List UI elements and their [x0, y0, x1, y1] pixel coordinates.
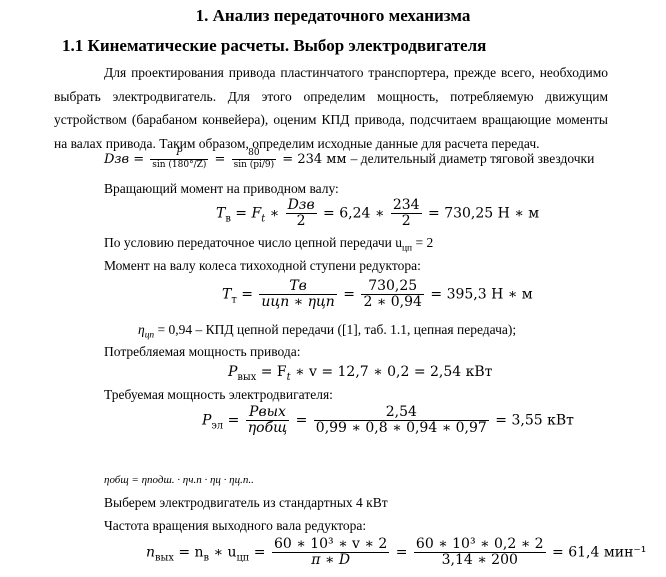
intro-text: Для проектирования привода пластинчатого транспортера, прежде всего, необходимо выбрать электродвигатель. Для этого определим мощность, потребляемую движущим устройством (барабаном конвейера), оценим КПД привода, подсчитаем вращающие моменты на валах привода. Таким образом, определим исходные данные для расчета передач.	[54, 65, 608, 151]
numerator: 730,25	[361, 279, 424, 295]
eta-chain-note	[138, 322, 516, 341]
formula-output-torque: $T_т$ = $\frac{Tв}{\text{uцп ∗ ηцп}}$ = $\frac{730,25}{2 ∗ 0,94}$ = 395,3 Н ∗ м	[222, 278, 533, 310]
numerator: P	[150, 148, 208, 160]
intro-paragraph	[54, 61, 608, 155]
denominator: 2	[296, 213, 306, 229]
subscript: эл	[211, 420, 224, 432]
subscript: т	[231, 294, 237, 306]
gear-ratio-text: По условию передаточное число цепной передачи u	[104, 235, 402, 250]
heading-section-1: 1. Анализ передаточного механизма	[195, 6, 471, 25]
fraction	[150, 148, 208, 171]
fraction	[286, 198, 317, 229]
heading-subsection-1-1: 1.1 Кинематические расчеты. Выбор электродвигателя	[62, 36, 487, 55]
label-gear-ratio	[104, 235, 433, 254]
numerator: 2,54	[314, 405, 489, 421]
formula-mid: = 6,24 ∗	[323, 205, 385, 222]
eta-symbol: η	[138, 322, 145, 337]
formula-result: = 3,55 кВт	[495, 412, 574, 429]
fraction	[414, 537, 546, 568]
symbol: P	[228, 364, 238, 380]
fraction	[272, 537, 389, 568]
formula-rest: ∗ v = 12,7 ∗ 0,2 = 2,54 кВт	[295, 364, 493, 380]
denominator: sin (180°/Z)	[152, 160, 207, 170]
gear-ratio-value: = 2	[412, 235, 434, 250]
formula-mid: = n	[178, 544, 204, 561]
subscript: t	[286, 371, 291, 383]
note-text: = 0,94 – КПД цепной передачи ([1], таб. 1.1, цепная передача);	[154, 322, 517, 337]
symbol: n	[146, 544, 156, 561]
label-output-speed: Частота вращения выходного вала редуктора:	[104, 518, 367, 533]
fraction	[246, 405, 289, 436]
label-choose-motor: Выберем электродвигатель из стандартных 4 кВт	[104, 495, 388, 510]
symbol: T	[222, 286, 232, 303]
subscript: вых	[155, 552, 174, 564]
label-required-power: Требуемая мощность электродвигателя:	[104, 387, 333, 402]
fraction	[259, 279, 336, 310]
numerator: Tв	[259, 279, 336, 295]
subscript: в	[225, 213, 231, 225]
denominator: 2 ∗ 0,94	[363, 294, 422, 310]
fraction	[232, 148, 277, 171]
numerator: 234	[392, 197, 420, 213]
numerator: 80	[232, 148, 277, 160]
subscript: цп	[402, 243, 413, 254]
numerator: Dзв	[287, 197, 315, 213]
label-torque-drive-shaft: Вращающий момент на приводном валу:	[104, 181, 339, 196]
formula-description: – делительный диаметр тяговой звездочки	[350, 151, 595, 166]
symbol: T	[216, 205, 226, 222]
denominator: 3,14 ∗ 200	[441, 552, 518, 568]
formula-motor-power: $P_{эл}$ = $\frac{\text{Pвых}}{\text{ηобщ}}$ = $\frac{2,54}{0,99 ∗ 0,8 ∗ 0,94 ∗ 0,97}$ = 3,55 кВт	[202, 404, 574, 436]
formula-result: = 234 мм	[282, 152, 347, 167]
formula-output-speed: $n_{вых} = n_в$ ∗ $u_{цп}$ = $\frac{\text{60 ∗ 10³ ∗ v ∗ 2}}{\pi ∗ D}$ = $\frac{\text{60 ∗ 10³ ∗ 0,2 ∗ 2}}{3,14 ∗ 200}$ = 61,4 мин⁻¹	[146, 536, 647, 568]
fraction	[314, 405, 489, 436]
label-consumed-power: Потребляемая мощность привода:	[104, 344, 301, 359]
formula-lhs: Dзв	[104, 152, 130, 167]
numerator: Pвых	[246, 405, 289, 421]
formula-output-power	[228, 364, 492, 383]
formula-rhs: = F	[260, 364, 287, 380]
label-torque-wheel: Момент на валу колеса тихоходной ступени редуктора:	[104, 258, 421, 273]
fraction	[391, 198, 422, 229]
symbol: F	[251, 205, 262, 222]
formula-sprocket-diameter: Dзв = $\frac{P}{\sin (180^\circ/Z)}$ = $\frac{80}{\sin (pi/9)}$ = 234 мм – делительный диаметр тяговой звездочки	[104, 148, 595, 170]
formula-drive-torque: $T_в = F_t$ ∗ $\frac{\text{Dзв}}{2}$ = 6,24 ∗ $\frac{234}{2}$ = 730,25 Н ∗ м	[216, 197, 540, 229]
denominator: sin (pi/9)	[233, 160, 275, 170]
fraction	[361, 279, 424, 310]
subscript: в	[203, 552, 210, 564]
formula-result: = 61,4 мин⁻¹	[552, 544, 647, 561]
subscript: цп	[236, 552, 250, 564]
formula-result: = 395,3 Н ∗ м	[430, 286, 533, 303]
subscript: вых	[237, 371, 257, 383]
denominator: π ∗ D	[311, 552, 351, 568]
denominator: uцп ∗ ηцп	[261, 294, 335, 310]
subscript: t	[261, 213, 266, 225]
numerator: 60 ∗ 10³ ∗ v ∗ 2	[273, 536, 388, 552]
numerator: 60 ∗ 10³ ∗ 0,2 ∗ 2	[415, 536, 544, 552]
formula-total-efficiency: ηобщ = ηподш. · ηч.п · ηц · ηц.п..	[104, 474, 254, 486]
denominator: 0,99 ∗ 0,8 ∗ 0,94 ∗ 0,97	[315, 420, 487, 436]
denominator: ηобщ	[247, 420, 288, 436]
subscript: цп	[144, 330, 155, 341]
denominator: 2	[401, 213, 411, 229]
formula-result: = 730,25 Н ∗ м	[428, 205, 540, 222]
symbol: P	[202, 412, 212, 429]
formula-mid2: ∗ u	[213, 544, 237, 561]
